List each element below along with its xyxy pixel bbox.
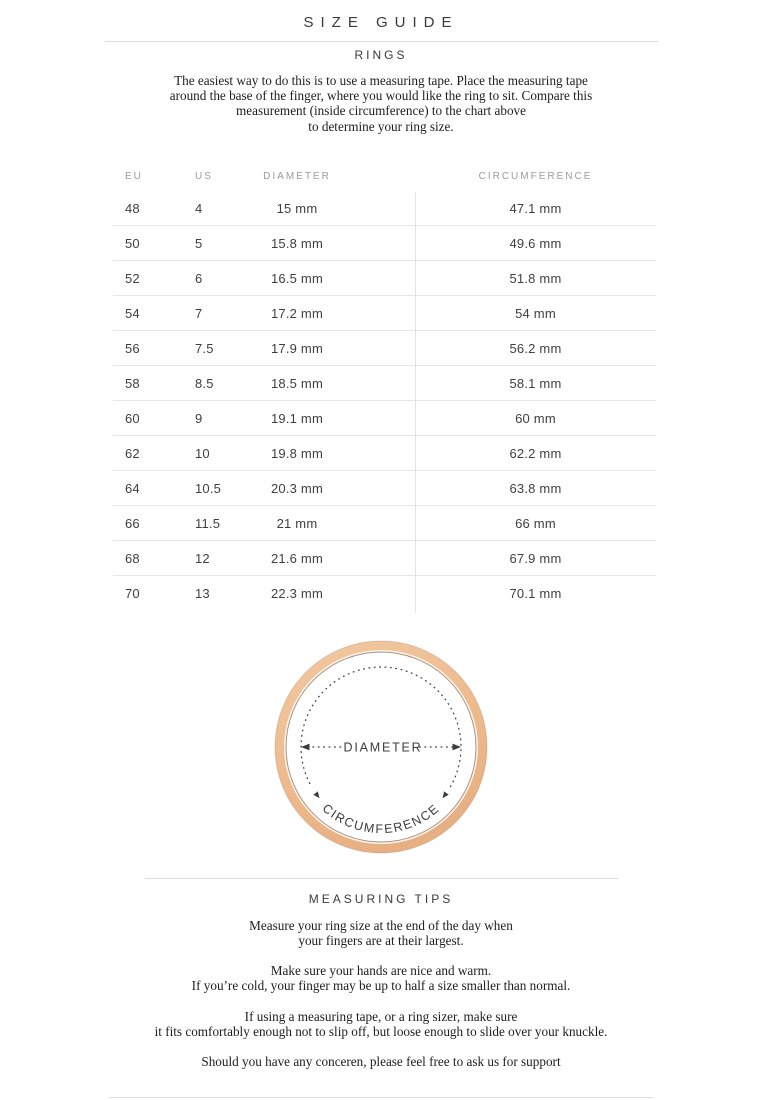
circumference-label: CIRCUMFERENCE bbox=[319, 800, 443, 836]
table-row bbox=[113, 226, 656, 261]
table-row bbox=[113, 471, 656, 506]
circumference-cell: 67.9 mm bbox=[415, 541, 656, 576]
table-row bbox=[113, 331, 656, 366]
eu-cell: 56 bbox=[113, 331, 183, 366]
tips-line: it fits comfortably enough not to slip off, but loose enough to slide over your knuckle. bbox=[154, 1023, 608, 1039]
circumference-cell: 66 mm bbox=[415, 506, 656, 541]
circumference-cell: 63.8 mm bbox=[415, 471, 656, 506]
diameter-cell: 19.8 mm bbox=[253, 436, 341, 471]
diameter-cell: 15.8 mm bbox=[253, 226, 341, 261]
spacer-cell bbox=[341, 261, 415, 296]
intro-line: measurement (inside circumference) to the chart above bbox=[236, 103, 526, 119]
table-header-row bbox=[113, 163, 656, 191]
us-cell: 12 bbox=[183, 541, 253, 576]
us-cell: 7 bbox=[183, 296, 253, 331]
diameter-cell: 16.5 mm bbox=[253, 261, 341, 296]
circumference-cell: 47.1 mm bbox=[509, 200, 562, 216]
bottom-divider bbox=[109, 1097, 654, 1098]
diameter-cell: 18.5 mm bbox=[253, 366, 341, 401]
us-cell: 9 bbox=[183, 401, 253, 436]
table-vertical-divider bbox=[415, 192, 416, 613]
top-divider bbox=[105, 41, 658, 42]
circumference-cell: 70.1 mm bbox=[415, 576, 656, 611]
spacer-cell bbox=[341, 541, 415, 576]
circumference-cell: 62.2 mm bbox=[415, 436, 656, 471]
spacer-cell bbox=[341, 191, 415, 226]
tips-paragraph bbox=[0, 963, 762, 993]
size-table-body bbox=[113, 191, 656, 611]
diameter-cell: 21 mm bbox=[253, 506, 341, 541]
tips-line: Measure your ring size at the end of the day when bbox=[249, 917, 513, 933]
spacer-cell bbox=[341, 506, 415, 541]
us-cell: 10.5 bbox=[183, 471, 253, 506]
spacer-cell bbox=[341, 401, 415, 436]
circumference-cell: 54 mm bbox=[415, 296, 656, 331]
us-cell: 8.5 bbox=[183, 366, 253, 401]
column-header-us: US bbox=[195, 171, 213, 183]
size-table-wrap bbox=[113, 163, 656, 611]
spacer-cell bbox=[341, 331, 415, 366]
column-header-eu: EU bbox=[125, 171, 143, 183]
ring-illustration bbox=[273, 639, 489, 855]
us-cell: 4 bbox=[195, 200, 203, 216]
diameter-cell: 15 mm bbox=[276, 200, 318, 216]
spacer-cell bbox=[341, 471, 415, 506]
circumference-cell: 49.6 mm bbox=[415, 226, 656, 261]
table-row bbox=[113, 506, 656, 541]
spacer-cell bbox=[341, 366, 415, 401]
column-header-circumference: CIRCUMFERENCE bbox=[478, 171, 593, 183]
eu-cell: 66 bbox=[113, 506, 183, 541]
table-row bbox=[113, 576, 656, 611]
eu-cell: 50 bbox=[113, 226, 183, 261]
us-cell: 7.5 bbox=[183, 331, 253, 366]
eu-cell: 64 bbox=[113, 471, 183, 506]
table-row bbox=[113, 541, 656, 576]
eu-cell: 48 bbox=[125, 200, 140, 216]
us-cell: 11.5 bbox=[183, 506, 253, 541]
eu-cell: 52 bbox=[113, 261, 183, 296]
circumference-cell: 60 mm bbox=[415, 401, 656, 436]
eu-cell: 62 bbox=[113, 436, 183, 471]
rings-heading: RINGS bbox=[354, 48, 408, 62]
tips-paragraph bbox=[0, 918, 762, 948]
tips-line: If using a measuring tape, or a ring sizer, make sure bbox=[244, 1008, 518, 1024]
column-header-diameter: DIAMETER bbox=[263, 171, 331, 183]
measuring-tips-heading: MEASURING TIPS bbox=[308, 891, 454, 906]
table-row bbox=[113, 261, 656, 296]
tips-paragraph bbox=[0, 1054, 762, 1069]
diameter-cell: 20.3 mm bbox=[253, 471, 341, 506]
spacer-cell bbox=[341, 226, 415, 261]
spacer-cell bbox=[341, 436, 415, 471]
us-cell: 5 bbox=[183, 226, 253, 261]
circumference-cell: 58.1 mm bbox=[415, 366, 656, 401]
diameter-cell: 21.6 mm bbox=[253, 541, 341, 576]
table-row bbox=[113, 401, 656, 436]
circumference-cell: 56.2 mm bbox=[415, 331, 656, 366]
tips-divider bbox=[145, 878, 618, 879]
tips-line: If you’re cold, your finger may be up to half a size smaller than normal. bbox=[191, 978, 571, 994]
spacer-header bbox=[341, 163, 415, 191]
table-row bbox=[113, 366, 656, 401]
eu-cell: 70 bbox=[113, 576, 183, 611]
tips-paragraph bbox=[0, 1009, 762, 1039]
diameter-label: DIAMETER bbox=[343, 740, 423, 755]
intro-line: to determine your ring size. bbox=[308, 118, 454, 134]
intro-paragraph bbox=[0, 73, 762, 134]
intro-line: The easiest way to do this is to use a measuring tape. Place the measuring tape bbox=[174, 73, 588, 88]
ring-size-table bbox=[113, 163, 656, 611]
us-cell: 10 bbox=[183, 436, 253, 471]
eu-cell: 60 bbox=[113, 401, 183, 436]
tips-line: Should you have any conceren, please feel free to ask us for support bbox=[201, 1054, 561, 1070]
intro-line: around the base of the finger, where you would like the ring to sit. Compare this bbox=[169, 88, 593, 104]
us-cell: 6 bbox=[183, 261, 253, 296]
tips-line: Make sure your hands are nice and warm. bbox=[270, 963, 492, 979]
table-row bbox=[113, 296, 656, 331]
diameter-cell: 22.3 mm bbox=[253, 576, 341, 611]
page-title: SIZE GUIDE bbox=[303, 14, 459, 31]
tips-line: your fingers are at their largest. bbox=[298, 933, 464, 949]
table-row bbox=[113, 436, 656, 471]
diameter-cell: 19.1 mm bbox=[253, 401, 341, 436]
us-cell: 13 bbox=[183, 576, 253, 611]
diameter-cell: 17.2 mm bbox=[253, 296, 341, 331]
table-row bbox=[113, 191, 656, 226]
spacer-cell bbox=[341, 576, 415, 611]
eu-cell: 68 bbox=[113, 541, 183, 576]
eu-cell: 58 bbox=[113, 366, 183, 401]
circumference-cell: 51.8 mm bbox=[415, 261, 656, 296]
eu-cell: 54 bbox=[113, 296, 183, 331]
spacer-cell bbox=[341, 296, 415, 331]
diameter-cell: 17.9 mm bbox=[253, 331, 341, 366]
